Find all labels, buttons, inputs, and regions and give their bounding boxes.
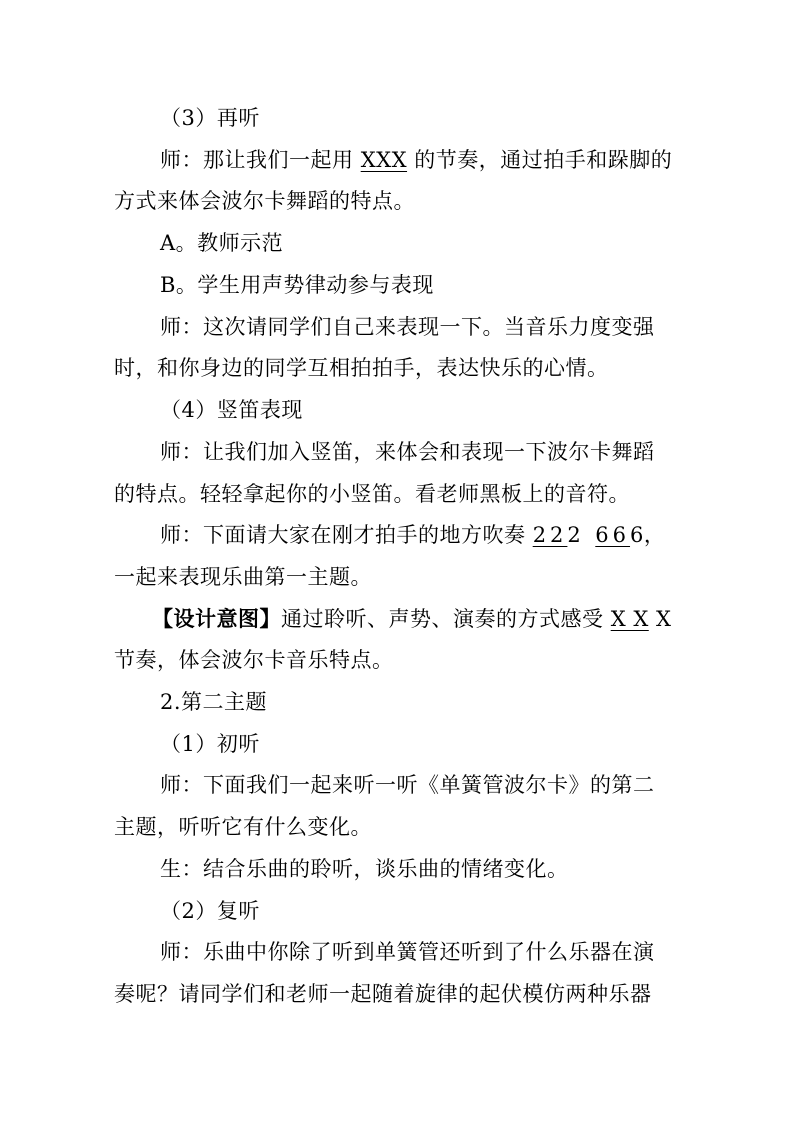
text: B。学生用声势律动参与表现 <box>160 273 434 297</box>
note-notation: 22 <box>532 523 568 547</box>
section-heading <box>160 688 267 716</box>
paragraph-line <box>114 813 372 841</box>
paragraph-line <box>160 938 655 966</box>
paragraph-line <box>160 521 665 549</box>
text: 师：让我们加入竖笛，来体会和表现一下波尔卡舞蹈 <box>160 440 655 464</box>
text: 的特点。轻轻拿起你的小竖笛。看老师黑板上的音符。 <box>114 482 630 506</box>
paragraph-line <box>114 980 652 1008</box>
subheading-second-listen <box>160 897 260 925</box>
text: （2）复听 <box>160 899 260 923</box>
paragraph-line <box>160 146 672 174</box>
paragraph-line <box>114 187 415 215</box>
paragraph-line <box>114 354 609 382</box>
subheading-recorder <box>160 396 303 424</box>
text: 方式来体会波尔卡舞蹈的特点。 <box>114 189 415 213</box>
text: 一起来表现乐曲第一主题。 <box>114 565 372 589</box>
design-intent-line <box>152 605 671 633</box>
text: 生：结合乐曲的聆听，谈乐曲的情绪变化。 <box>160 857 569 881</box>
subheading-first-listen <box>160 730 260 758</box>
text: 节奏，体会波尔卡音乐特点。 <box>114 648 394 672</box>
text: （4）竖笛表现 <box>160 398 303 422</box>
design-intent-label: 【设计意图】 <box>152 606 281 631</box>
text: 通过聆听、声势、演奏的方式感受 <box>281 607 611 631</box>
text: （1）初听 <box>160 732 260 756</box>
text: （3）再听 <box>160 106 260 130</box>
note-notation: 66 <box>595 523 631 547</box>
note-notation: 2 <box>567 523 582 547</box>
text: 的节奏，通过拍手和跺脚的 <box>407 148 673 172</box>
note-notation: 6， <box>630 523 666 547</box>
rhythm-notation: X X <box>610 607 649 631</box>
paragraph-line <box>160 313 655 341</box>
text: 时，和你身边的同学互相拍拍手，表达快乐的心情。 <box>114 356 609 380</box>
text: 师：下面请大家在刚才拍手的地方吹奏 <box>160 523 533 547</box>
paragraph-line <box>160 771 655 799</box>
paragraph-line <box>114 563 372 591</box>
list-item <box>160 271 434 299</box>
text: 2.第二主题 <box>160 690 268 714</box>
paragraph-line <box>114 646 394 674</box>
paragraph-line <box>160 438 655 466</box>
text: 主题，听听它有什么变化。 <box>114 815 372 839</box>
paragraph-line <box>114 480 630 508</box>
rhythm-notation: XXX <box>360 148 408 172</box>
paragraph-line <box>160 855 569 883</box>
text: 师：下面我们一起来听一听《单簧管波尔卡》的第二 <box>160 773 655 797</box>
text: A。教师示范 <box>160 231 284 255</box>
subheading-relisten <box>160 104 260 132</box>
rhythm-notation: X <box>648 607 672 631</box>
text: 奏呢？请同学们和老师一起随着旋律的起伏模仿两种乐器 <box>114 982 652 1006</box>
list-item <box>160 229 283 257</box>
text: 师：乐曲中你除了听到单簧管还听到了什么乐器在演 <box>160 940 655 964</box>
text: 师：这次请同学们自己来表现一下。当音乐力度变强 <box>160 315 655 339</box>
text: 师：那让我们一起用 <box>160 148 361 172</box>
